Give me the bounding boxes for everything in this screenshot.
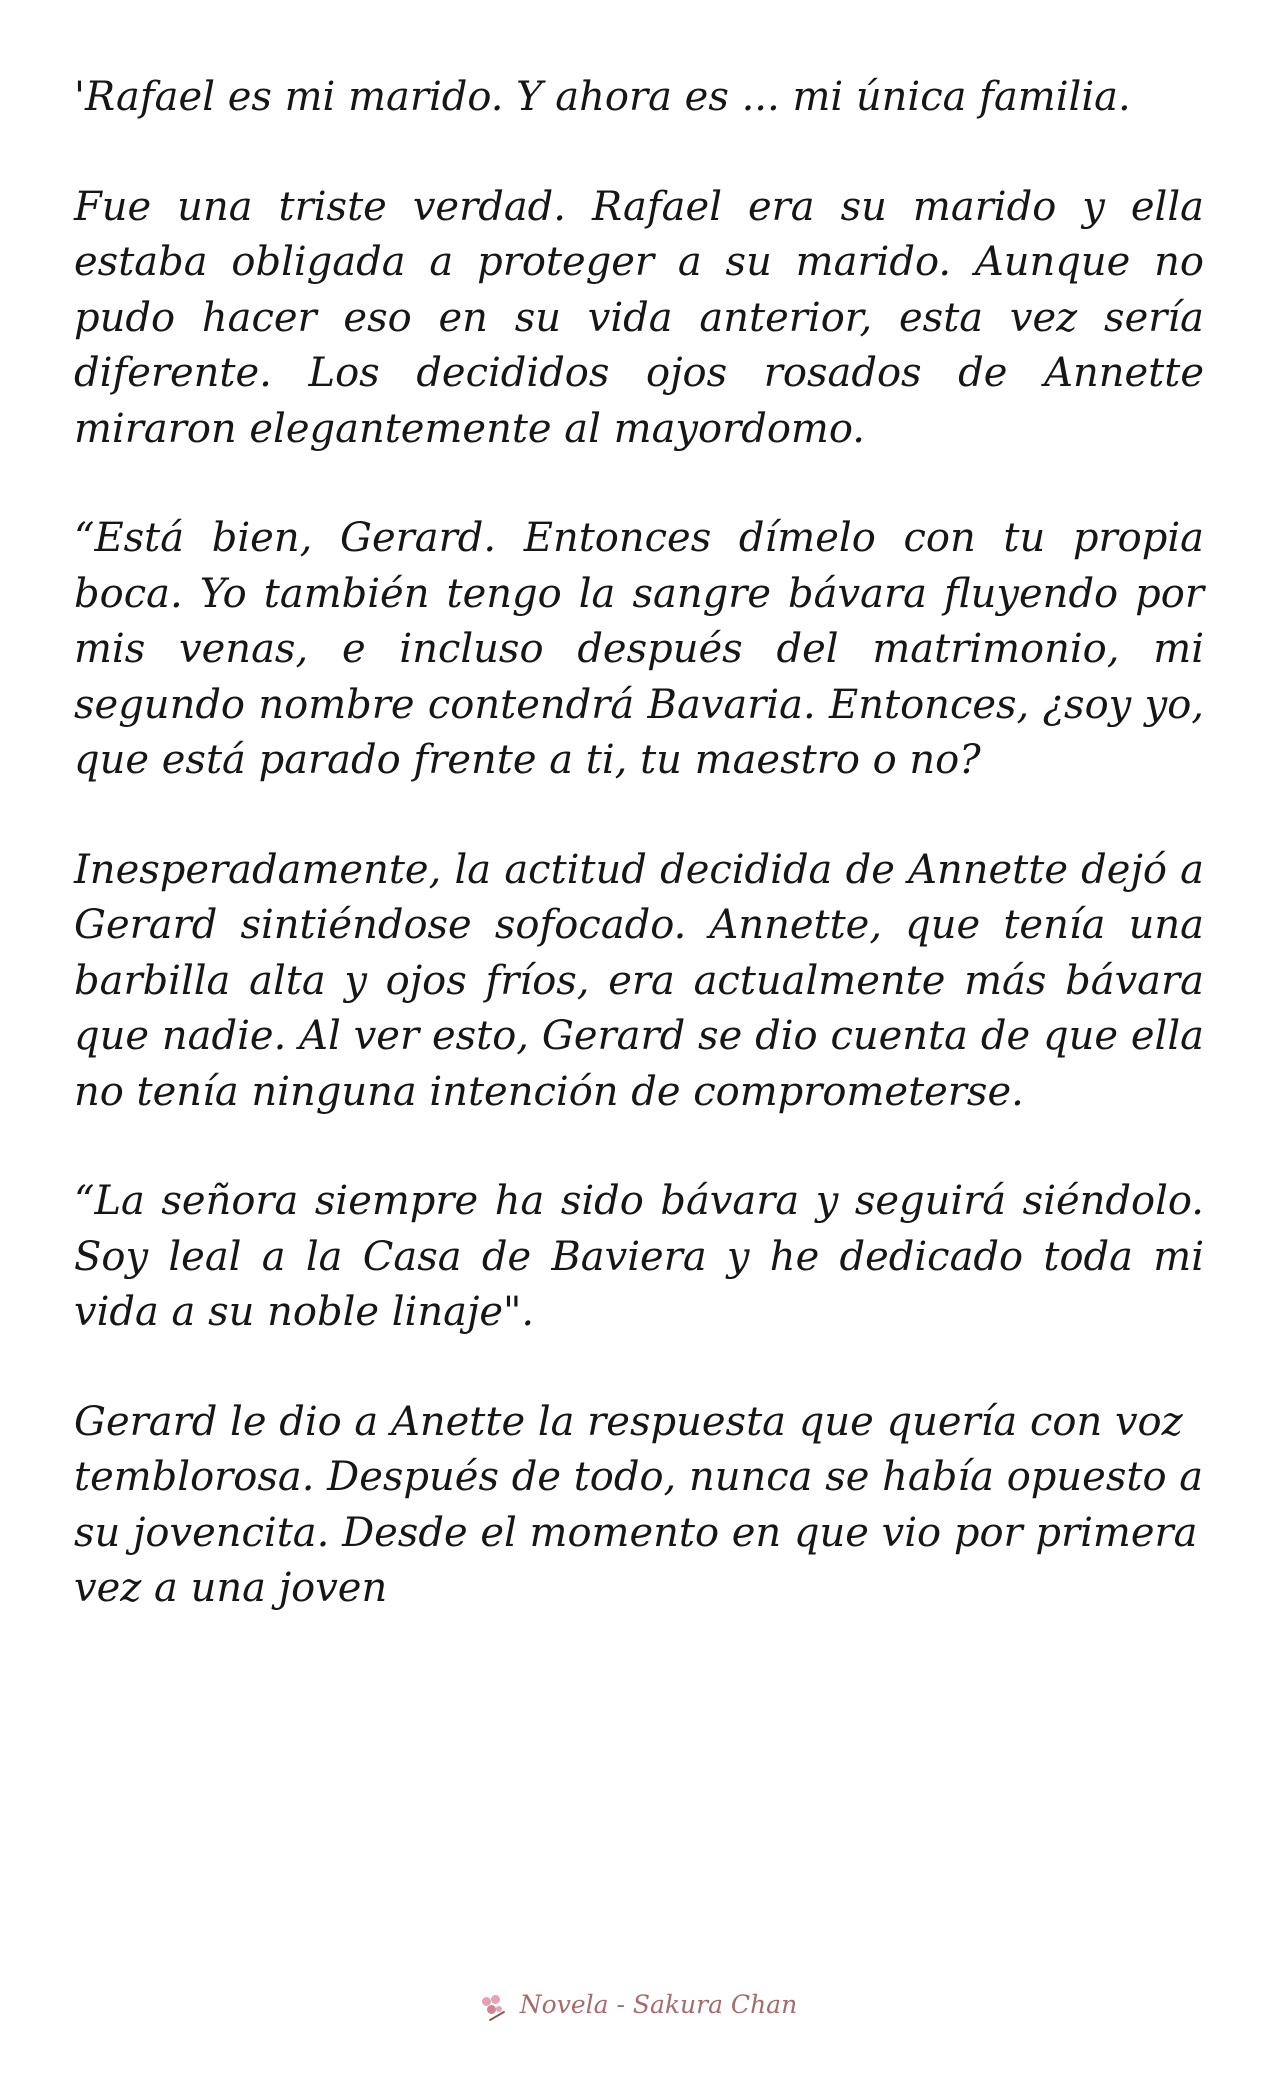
- paragraph: Inesperadamente, la actitud decidida de Annette dejó a Gerard sintiéndose sofocado. Annette, que tenía una barbilla alta y ojos fríos, era actualmente más bávara que nadie. Al ver esto, Gerard se dio cuenta de que ella no tenía ninguna intención de comprometerse.: [74, 846, 1204, 1115]
- watermark: [0, 1990, 1275, 2021]
- paragraph: “La señora siempre ha sido bávara y seguirá siéndolo. Soy leal a la Casa de Baviera y he dedicado toda mi vida a su noble linaje".: [74, 1178, 1204, 1335]
- paragraph: Fue una triste verdad. Rafael era su marido y ella estaba obligada a proteger a su marido. Aunque no pudo hacer eso en su vida anterior, esta vez sería diferente. Los decididos ojos rosados de Annette miraron elegantemente al mayordomo.: [74, 183, 1204, 452]
- paragraph: 'Rafael es mi marido. Y ahora es ... mi única familia.: [74, 74, 1131, 120]
- cherry-blossom-icon: [478, 1993, 508, 2021]
- paragraph: “Está bien, Gerard. Entonces dímelo con tu propia boca. Yo también tengo la sangre bávara fluyendo por mis venas, e incluso después del matrimonio, mi segundo nombre contendrá Bavaria. Entonces, ¿soy yo, que está parado frente a ti, tu maestro o no?: [74, 515, 1204, 783]
- watermark-text: Novela - Sakura Chan: [519, 1990, 798, 2019]
- paragraph: Gerard le dio a Anette la respuesta que quería con voz temblorosa. Después de todo, nunca se había opuesto a su jovencita. Desde el momento en que vio por primera vez a una joven: [74, 1398, 1204, 1611]
- novel-page-text: [74, 70, 1204, 1671]
